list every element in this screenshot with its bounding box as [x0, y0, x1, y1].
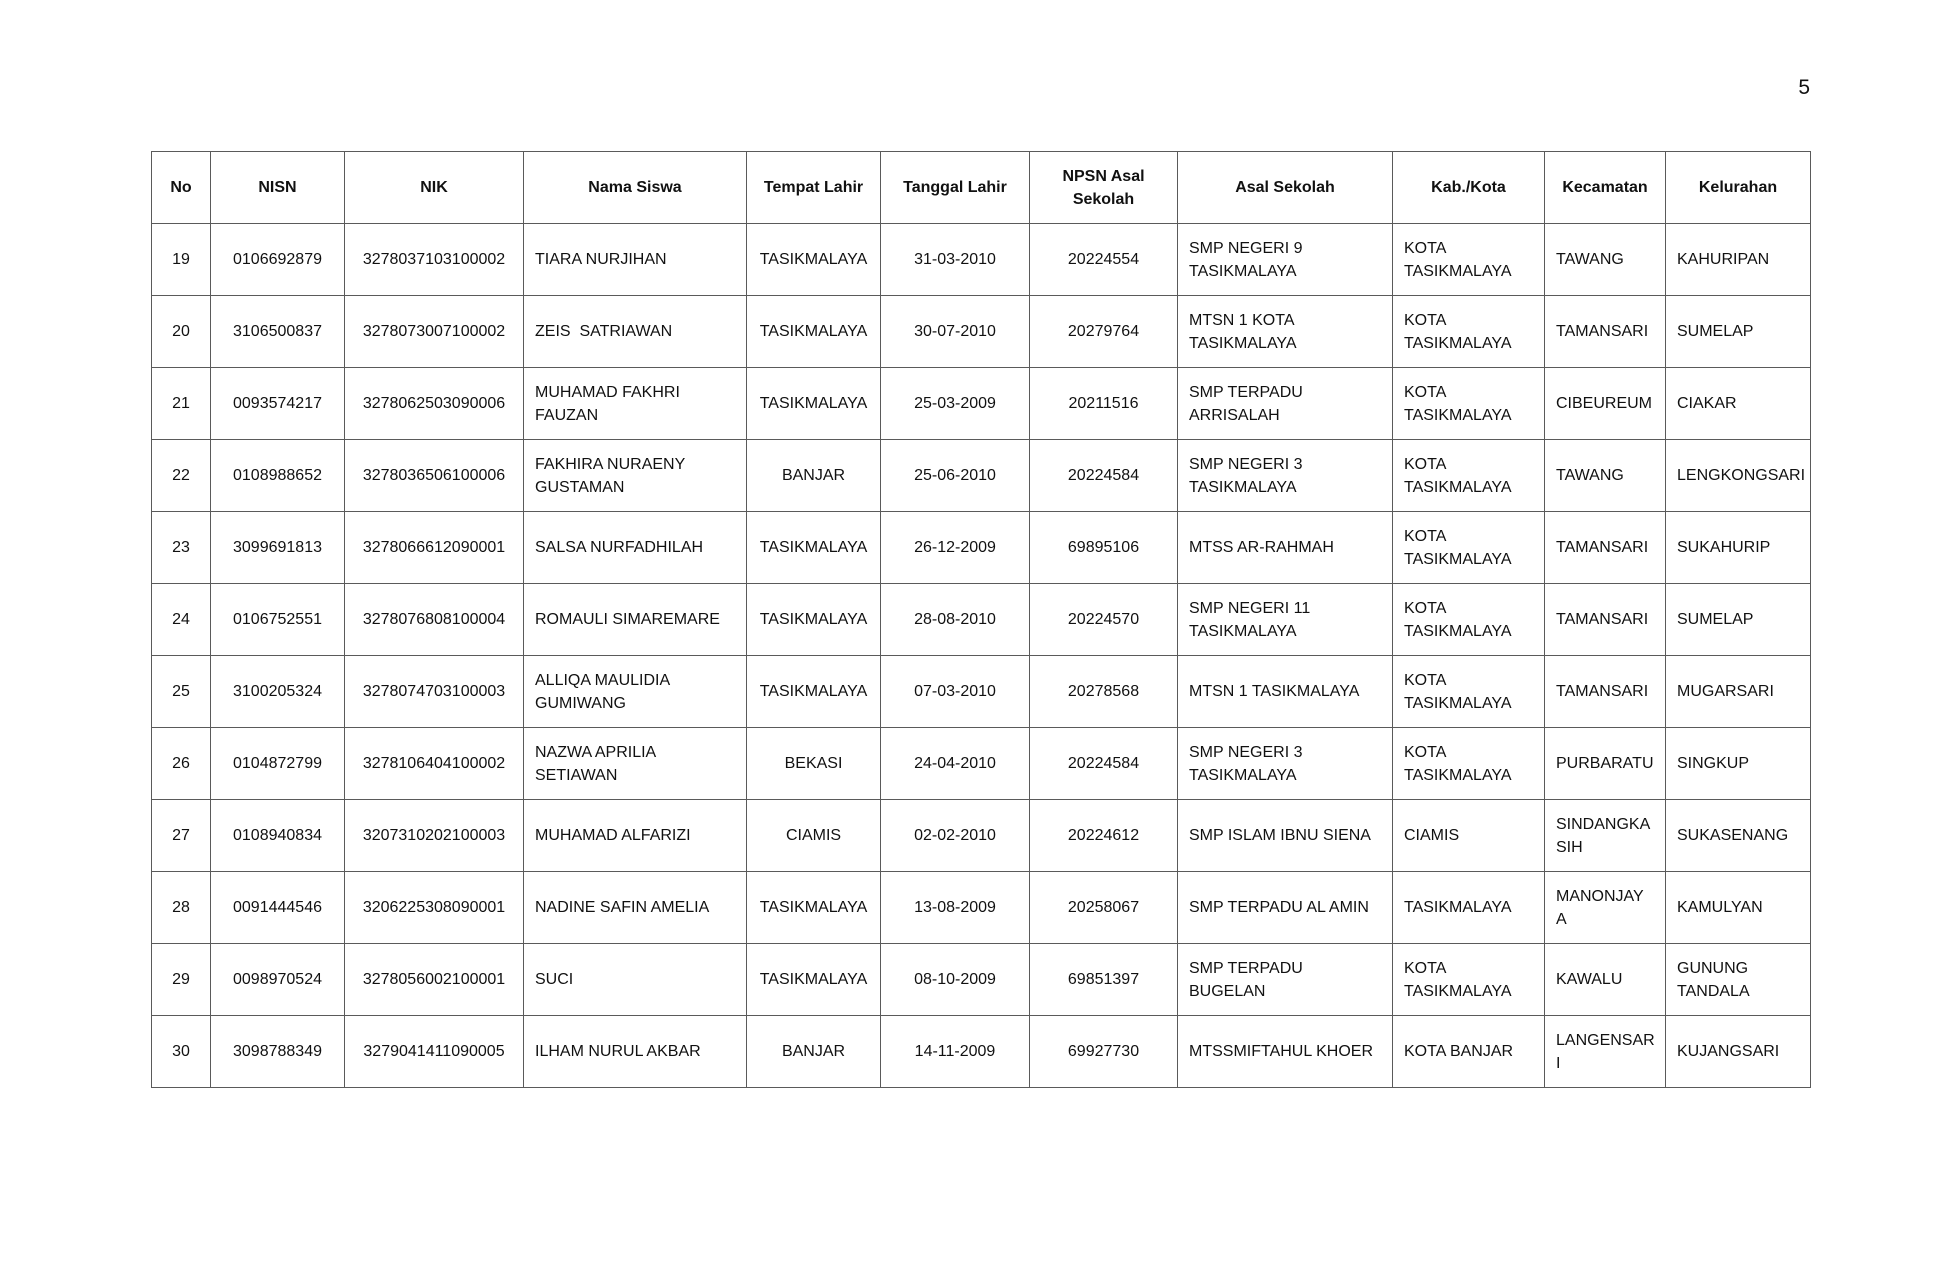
- cell-nik: 3278076808100004: [345, 584, 524, 656]
- cell-nama-siswa: ILHAM NURUL AKBAR: [524, 1016, 747, 1088]
- cell-tempat-lahir: TASIKMALAYA: [747, 656, 881, 728]
- cell-kelurahan: KAMULYAN: [1666, 872, 1811, 944]
- cell-nik: 3278073007100002: [345, 296, 524, 368]
- cell-kelurahan: SUMELAP: [1666, 584, 1811, 656]
- cell-tanggal-lahir: 14-11-2009: [881, 1016, 1030, 1088]
- cell-nama-siswa: SUCI: [524, 944, 747, 1016]
- header-asal-sekolah: Asal Sekolah: [1178, 152, 1393, 224]
- cell-nama-siswa: ALLIQA MAULIDIA GUMIWANG: [524, 656, 747, 728]
- table-row: [152, 512, 1811, 584]
- cell-tempat-lahir: TASIKMALAYA: [747, 944, 881, 1016]
- cell-tempat-lahir: CIAMIS: [747, 800, 881, 872]
- table-row: [152, 944, 1811, 1016]
- cell-no: 20: [152, 296, 211, 368]
- cell-tempat-lahir: TASIKMALAYA: [747, 872, 881, 944]
- cell-tanggal-lahir: 26-12-2009: [881, 512, 1030, 584]
- cell-nama-siswa: SALSA NURFADHILAH: [524, 512, 747, 584]
- cell-asal-sekolah: MTSN 1 TASIKMALAYA: [1178, 656, 1393, 728]
- cell-nisn: 0093574217: [211, 368, 345, 440]
- cell-npsn: 20224584: [1030, 440, 1178, 512]
- cell-npsn: 20278568: [1030, 656, 1178, 728]
- cell-tempat-lahir: BANJAR: [747, 1016, 881, 1088]
- cell-nisn: 3100205324: [211, 656, 345, 728]
- cell-nama-siswa: MUHAMAD ALFARIZI: [524, 800, 747, 872]
- cell-npsn: 20258067: [1030, 872, 1178, 944]
- cell-kelurahan: CIAKAR: [1666, 368, 1811, 440]
- cell-nisn: 0091444546: [211, 872, 345, 944]
- header-no: No: [152, 152, 211, 224]
- cell-asal-sekolah: MTSN 1 KOTA TASIKMALAYA: [1178, 296, 1393, 368]
- cell-asal-sekolah: SMP NEGERI 9 TASIKMALAYA: [1178, 224, 1393, 296]
- header-kelurahan: Kelurahan: [1666, 152, 1811, 224]
- table-body: [152, 224, 1811, 1088]
- cell-kelurahan: KAHURIPAN: [1666, 224, 1811, 296]
- header-tempat-lahir: Tempat Lahir: [747, 152, 881, 224]
- cell-no: 25: [152, 656, 211, 728]
- cell-npsn: 69895106: [1030, 512, 1178, 584]
- cell-kab-kota: KOTA TASIKMALAYA: [1393, 512, 1545, 584]
- cell-kab-kota: CIAMIS: [1393, 800, 1545, 872]
- cell-kab-kota: KOTA TASIKMALAYA: [1393, 584, 1545, 656]
- cell-tempat-lahir: BEKASI: [747, 728, 881, 800]
- cell-kecamatan: TAMANSARI: [1545, 656, 1666, 728]
- cell-nama-siswa: ROMAULI SIMAREMARE: [524, 584, 747, 656]
- cell-asal-sekolah: SMP TERPADU ARRISALAH: [1178, 368, 1393, 440]
- cell-nik: 3207310202100003: [345, 800, 524, 872]
- cell-kelurahan: GUNUNG TANDALA: [1666, 944, 1811, 1016]
- table-row: [152, 224, 1811, 296]
- cell-no: 27: [152, 800, 211, 872]
- cell-kecamatan: KAWALU: [1545, 944, 1666, 1016]
- cell-kelurahan: LENGKONGSARI: [1666, 440, 1811, 512]
- cell-npsn: 69851397: [1030, 944, 1178, 1016]
- cell-nama-siswa: NADINE SAFIN AMELIA: [524, 872, 747, 944]
- cell-no: 24: [152, 584, 211, 656]
- cell-kelurahan: SUMELAP: [1666, 296, 1811, 368]
- cell-tanggal-lahir: 25-06-2010: [881, 440, 1030, 512]
- cell-nama-siswa: ZEIS SATRIAWAN: [524, 296, 747, 368]
- cell-kab-kota: KOTA TASIKMALAYA: [1393, 224, 1545, 296]
- cell-asal-sekolah: MTSSMIFTAHUL KHOER: [1178, 1016, 1393, 1088]
- cell-no: 30: [152, 1016, 211, 1088]
- cell-nik: 3278062503090006: [345, 368, 524, 440]
- cell-nama-siswa: NAZWA APRILIA SETIAWAN: [524, 728, 747, 800]
- header-nama-siswa: Nama Siswa: [524, 152, 747, 224]
- cell-kelurahan: SUKASENANG: [1666, 800, 1811, 872]
- cell-kecamatan: TAMANSARI: [1545, 296, 1666, 368]
- cell-no: 26: [152, 728, 211, 800]
- cell-tanggal-lahir: 28-08-2010: [881, 584, 1030, 656]
- cell-nama-siswa: FAKHIRA NURAENY GUSTAMAN: [524, 440, 747, 512]
- cell-npsn: 20279764: [1030, 296, 1178, 368]
- cell-tanggal-lahir: 30-07-2010: [881, 296, 1030, 368]
- cell-tanggal-lahir: 13-08-2009: [881, 872, 1030, 944]
- cell-no: 22: [152, 440, 211, 512]
- cell-nisn: 0098970524: [211, 944, 345, 1016]
- cell-kecamatan: TAMANSARI: [1545, 584, 1666, 656]
- cell-no: 19: [152, 224, 211, 296]
- cell-kab-kota: KOTA TASIKMALAYA: [1393, 296, 1545, 368]
- table-row: [152, 872, 1811, 944]
- cell-tempat-lahir: BANJAR: [747, 440, 881, 512]
- cell-no: 21: [152, 368, 211, 440]
- cell-tanggal-lahir: 07-03-2010: [881, 656, 1030, 728]
- cell-nisn: 3099691813: [211, 512, 345, 584]
- cell-npsn: 20224584: [1030, 728, 1178, 800]
- header-tanggal-lahir: Tanggal Lahir: [881, 152, 1030, 224]
- cell-asal-sekolah: SMP ISLAM IBNU SIENA: [1178, 800, 1393, 872]
- cell-nik: 3279041411090005: [345, 1016, 524, 1088]
- cell-nik: 3278066612090001: [345, 512, 524, 584]
- cell-tanggal-lahir: 25-03-2009: [881, 368, 1030, 440]
- cell-nik: 3278036506100006: [345, 440, 524, 512]
- cell-no: 23: [152, 512, 211, 584]
- cell-kecamatan: TAWANG: [1545, 440, 1666, 512]
- cell-tempat-lahir: TASIKMALAYA: [747, 584, 881, 656]
- cell-npsn: 20224612: [1030, 800, 1178, 872]
- cell-npsn: 69927730: [1030, 1016, 1178, 1088]
- cell-nik: 3278074703100003: [345, 656, 524, 728]
- cell-kab-kota: TASIKMALAYA: [1393, 872, 1545, 944]
- cell-kelurahan: MUGARSARI: [1666, 656, 1811, 728]
- cell-tanggal-lahir: 02-02-2010: [881, 800, 1030, 872]
- header-kecamatan: Kecamatan: [1545, 152, 1666, 224]
- cell-kab-kota: KOTA TASIKMALAYA: [1393, 944, 1545, 1016]
- cell-asal-sekolah: SMP NEGERI 3 TASIKMALAYA: [1178, 728, 1393, 800]
- cell-tempat-lahir: TASIKMALAYA: [747, 368, 881, 440]
- cell-kab-kota: KOTA BANJAR: [1393, 1016, 1545, 1088]
- cell-nisn: 0108988652: [211, 440, 345, 512]
- table-row: [152, 368, 1811, 440]
- cell-no: 29: [152, 944, 211, 1016]
- cell-kecamatan: TAMANSARI: [1545, 512, 1666, 584]
- cell-nisn: 0108940834: [211, 800, 345, 872]
- cell-kecamatan: SINDANGKA SIH: [1545, 800, 1666, 872]
- cell-tanggal-lahir: 08-10-2009: [881, 944, 1030, 1016]
- table-row: [152, 440, 1811, 512]
- cell-kab-kota: KOTA TASIKMALAYA: [1393, 368, 1545, 440]
- cell-kelurahan: KUJANGSARI: [1666, 1016, 1811, 1088]
- cell-kelurahan: SINGKUP: [1666, 728, 1811, 800]
- table-row: [152, 296, 1811, 368]
- cell-kecamatan: CIBEUREUM: [1545, 368, 1666, 440]
- cell-asal-sekolah: SMP TERPADU AL AMIN: [1178, 872, 1393, 944]
- cell-nisn: 0106692879: [211, 224, 345, 296]
- table-row: [152, 656, 1811, 728]
- cell-kelurahan: SUKAHURIP: [1666, 512, 1811, 584]
- cell-nik: 3278056002100001: [345, 944, 524, 1016]
- cell-tanggal-lahir: 31-03-2010: [881, 224, 1030, 296]
- cell-npsn: 20224570: [1030, 584, 1178, 656]
- page-number: 5: [1798, 76, 1810, 99]
- cell-nisn: 0104872799: [211, 728, 345, 800]
- cell-nik: 3278037103100002: [345, 224, 524, 296]
- cell-asal-sekolah: SMP NEGERI 11 TASIKMALAYA: [1178, 584, 1393, 656]
- cell-kecamatan: TAWANG: [1545, 224, 1666, 296]
- table-header-row: [152, 152, 1811, 224]
- cell-nama-siswa: MUHAMAD FAKHRI FAUZAN: [524, 368, 747, 440]
- cell-kecamatan: PURBARATU: [1545, 728, 1666, 800]
- cell-asal-sekolah: MTSS AR-RAHMAH: [1178, 512, 1393, 584]
- table-row: [152, 728, 1811, 800]
- cell-no: 28: [152, 872, 211, 944]
- header-npsn-asal-sekolah: NPSN Asal Sekolah: [1030, 152, 1178, 224]
- cell-tanggal-lahir: 24-04-2010: [881, 728, 1030, 800]
- cell-nik: 3278106404100002: [345, 728, 524, 800]
- cell-kab-kota: KOTA TASIKMALAYA: [1393, 728, 1545, 800]
- cell-nik: 3206225308090001: [345, 872, 524, 944]
- cell-kecamatan: LANGENSAR I: [1545, 1016, 1666, 1088]
- cell-nisn: 0106752551: [211, 584, 345, 656]
- cell-kab-kota: KOTA TASIKMALAYA: [1393, 440, 1545, 512]
- cell-npsn: 20224554: [1030, 224, 1178, 296]
- student-table: [151, 151, 1811, 1088]
- cell-nama-siswa: TIARA NURJIHAN: [524, 224, 747, 296]
- header-nisn: NISN: [211, 152, 345, 224]
- cell-nisn: 3106500837: [211, 296, 345, 368]
- cell-tempat-lahir: TASIKMALAYA: [747, 224, 881, 296]
- table-row: [152, 800, 1811, 872]
- cell-tempat-lahir: TASIKMALAYA: [747, 296, 881, 368]
- table-row: [152, 584, 1811, 656]
- cell-asal-sekolah: SMP TERPADU BUGELAN: [1178, 944, 1393, 1016]
- header-kab-kota: Kab./Kota: [1393, 152, 1545, 224]
- cell-npsn: 20211516: [1030, 368, 1178, 440]
- cell-asal-sekolah: SMP NEGERI 3 TASIKMALAYA: [1178, 440, 1393, 512]
- cell-kecamatan: MANONJAY A: [1545, 872, 1666, 944]
- cell-tempat-lahir: TASIKMALAYA: [747, 512, 881, 584]
- cell-kab-kota: KOTA TASIKMALAYA: [1393, 656, 1545, 728]
- table-row: [152, 1016, 1811, 1088]
- cell-nisn: 3098788349: [211, 1016, 345, 1088]
- header-nik: NIK: [345, 152, 524, 224]
